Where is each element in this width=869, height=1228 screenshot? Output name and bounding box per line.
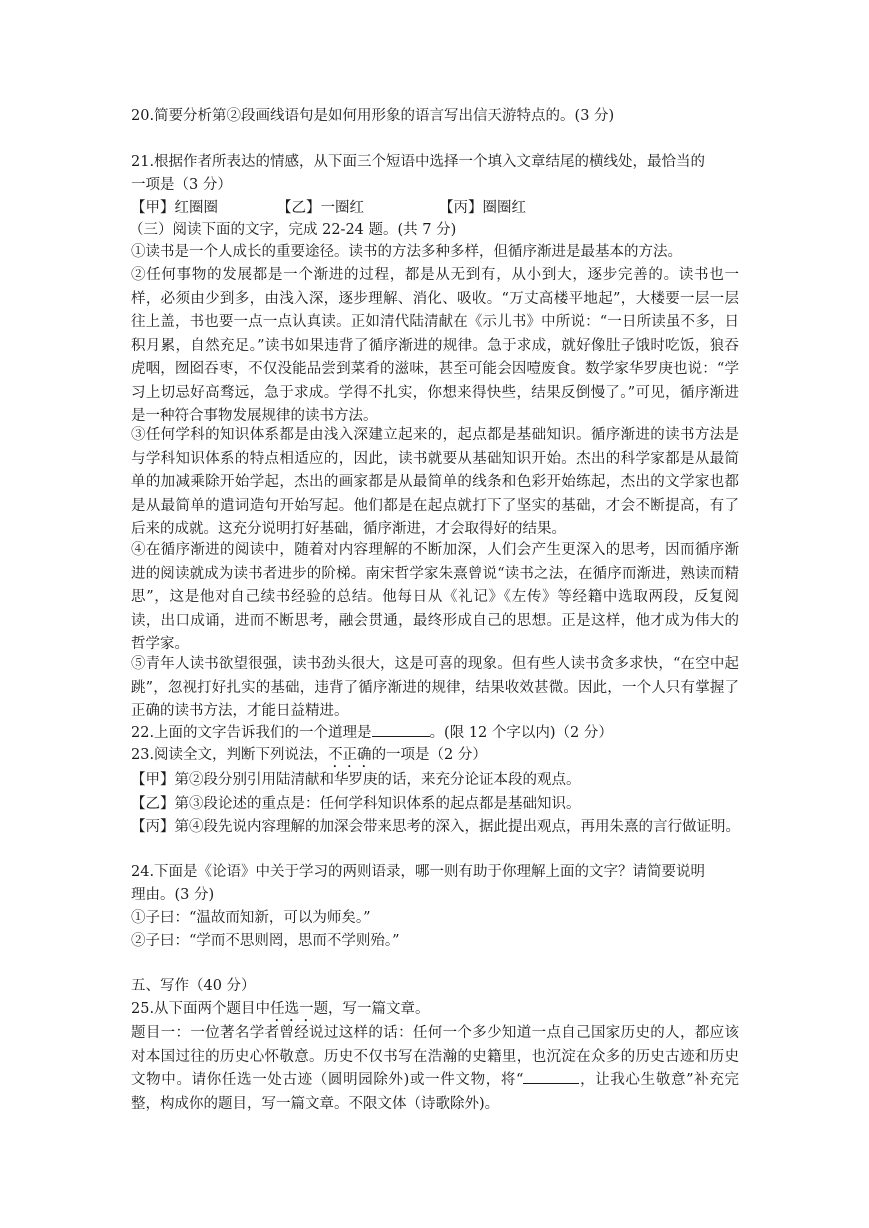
question-24-line2: 理由。(3 分): [131, 887, 215, 903]
option-bing: 【丙】圈圈红: [439, 200, 526, 216]
option-yi: 【乙】一圈红: [277, 200, 364, 216]
question-23: [131, 745, 739, 771]
topic-1: [131, 1022, 739, 1116]
topic-1-text: 题目一：一位著名学者曾经说过这样的话：任何一个多少知道一点自己国家历史的人，都应该对本国过往的历史心怀敬意。历史不仅书写在浩瀚的史籍里，也沉淀在众多的历史古迹和历史文物中。请你任选一处古迹（圆明园除外)或一件文物，将“: [131, 1025, 739, 1088]
answer-blank[interactable]: [372, 722, 430, 737]
question-21-line1: 21.根据作者所表达的情感，从下面三个短语中选择一个填入文章结尾的横线处，最恰当的: [131, 154, 706, 170]
section-3-header: （三）阅读下面的文字，完成 22-24 题。(共 7 分): [129, 222, 457, 238]
passage-paragraph-1: ①读书是一个人成长的重要途径。读书的方法多种多样，但循序渐进是最基本的方法。: [131, 244, 682, 260]
emphasis-not-correct: 不正确: [328, 747, 372, 763]
option-jia: 【甲】红圈圈: [131, 200, 218, 216]
emphasis-choose-one: 任选一: [270, 1001, 314, 1017]
topic-1-text-continued: ，让我心生敬意”补充完整，构成你的题目，写一篇文章。不限文体（诗歌除外)。: [131, 1072, 739, 1112]
analects-quote-2: ②子曰：“学而不思则罔，思而不学则殆。”: [131, 933, 400, 949]
title-blank[interactable]: [523, 1069, 579, 1084]
question-23-prompt: 23.阅读全文，判断下列说法，: [131, 747, 329, 763]
question-20: 20.简要分析第②段画线语句是如何用形象的语言写出信天游特点的。(3 分): [131, 108, 615, 124]
question-25-prompt: 25.从下面两个题目中: [131, 1001, 271, 1017]
question-22-limit: 。(限 12 个字以内)（2 分）: [429, 725, 613, 741]
section-5-header: 五、写作（40 分）: [131, 978, 256, 994]
passage-paragraph-5: ⑤青年人读书欲望很强，读书劲头很大，这是可喜的现象。但有些人读书贪多求快，“在空中起跳”，忽视打好扎实的基础，违背了循序渐进的规律，结果收效甚微。因此，一个人只有掌握了正确的读书方法，才能日益精进。: [131, 656, 739, 719]
question-21-options: [131, 198, 739, 218]
question-21-line2: 一项是（3 分）: [131, 177, 232, 193]
question-23-points: 的一项是（2 分）: [371, 747, 487, 763]
question-23-option-bing: 【丙】第④段先说内容理解的加深会带来思考的深入，据此提出观点，再用朱熹的言行做证明。: [131, 819, 740, 835]
question-22-prompt: 22.上面的文字告诉我们的一个道理是: [131, 725, 372, 741]
analects-quote-1: ①子曰：“温故而知新，可以为师矣。”: [131, 910, 371, 926]
question-23-option-jia: 【甲】第②段分别引用陆清献和华罗庚的话，来充分论证本段的观点。: [131, 772, 581, 788]
question-25-instruction: 题，写一篇文章。: [313, 1001, 430, 1017]
question-23-option-yi: 【乙】第③段论述的重点是：任何学科知识体系的起点都是基础知识。: [131, 796, 581, 812]
question-24-line1: 24.下面是《论语》中关于学习的两则语录，哪一则有助于你理解上面的文字？请简要说明: [131, 864, 706, 880]
passage-paragraph-2: ②任何事物的发展都是一个渐进的过程，都是从无到有，从小到大，逐步完善的。读书也一样，必须由少到多，由浅入深，逐步理解、消化、吸收。“万丈高楼平地起”，大楼要一层一层往上盖，书也要一点一点认真读。正如清代陆清献在《示儿书》中所说：“一日所读虽不多，日积月累，自然充足。”读书如果违背了循序渐进的规律。急于求成，就好像肚子饿时吃饭，狼吞虎咽，囫囵吞枣，不仅没能品尝到菜肴的滋味，甚至可能会因噎废食。数学家华罗庚也说：“学习上切忌好高骛远，急于求成。学得不扎实，你想来得快些，结果反倒慢了。”可见，循序渐进是一种符合事物发展规律的读书方法。: [131, 267, 739, 424]
question-22: [131, 722, 739, 743]
passage-paragraph-4: ④在循序渐进的阅读中，随着对内容理解的不断加深，人们会产生更深入的思考，因而循序渐进的阅读就成为读书者进步的阶梯。南宋哲学家朱熹曾说“读书之法，在循序而渐进，熟读而精思”，这是他对自己续书经验的总结。他每日从《礼记》《左传》等经籍中选取两段，反复阅读，出口成诵，进而不断思考，融会贯通，最终形成自己的思想。正是这样，他才成为伟大的哲学家。: [131, 542, 739, 652]
passage-paragraph-3: ③任何学科的知识体系都是由浅入深建立起来的，起点都是基础知识。循序渐进的读书方法是与学科知识体系的特点相适应的，因此，读书就要从基础知识开始。杰出的科学家都是从最简单的加减乘除开始学起，杰出的画家都是从最简单的线条和色彩开始练起，杰出的文学家也都是从最简单的遣词造句开始写起。他们都是在起点就打下了坚实的基础，才会不断提高，有了后来的成就。这充分说明打好基础，循序渐进，才会取得好的结果。: [131, 427, 739, 537]
